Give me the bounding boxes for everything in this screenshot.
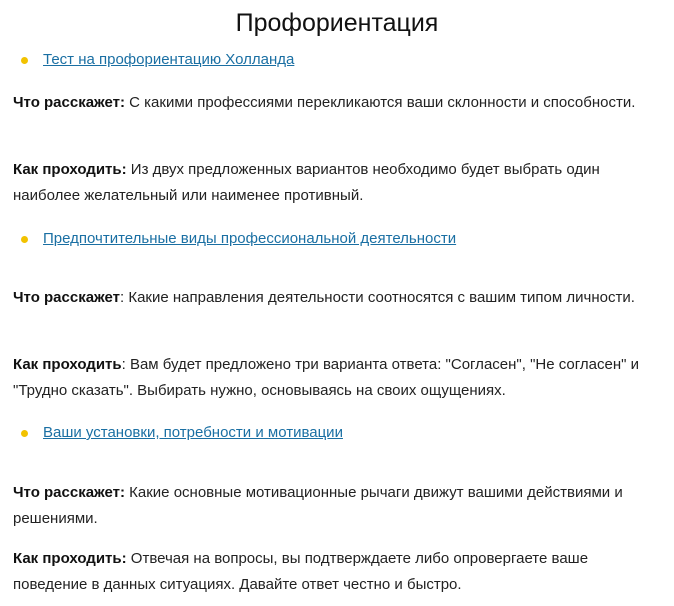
activities-how-paragraph: [13, 352, 663, 404]
motivation-tells-paragraph: [13, 480, 663, 532]
tells-text: Какие основные мотивационные рычаги движут вашими действиями и решениями.: [13, 484, 623, 527]
how-text: : Вам будет предложено три варианта ответа: "Согласен", "Не согласен" и "Трудно сказать". Выбирать нужно, основываясь на своих ощущениях.: [13, 356, 639, 399]
activities-tells-paragraph: [13, 285, 663, 311]
tells-text: : Какие направления деятельности соотносятся с вашим типом личности.: [120, 289, 635, 306]
page-title: Профориентация: [235, 9, 439, 37]
bullet-icon: [21, 430, 28, 437]
tells-label: Что расскажет:: [13, 94, 125, 111]
tells-label: Что расскажет: [13, 289, 120, 306]
tells-label: Что расскажет:: [13, 484, 125, 501]
how-text: Из двух предложенных вариантов необходимо будет выбрать один наиболее желательный или наименее противный.: [13, 161, 600, 204]
test-link-row-preferred-activities: [21, 229, 456, 249]
bullet-icon: [21, 57, 28, 64]
test-link-row-holland: [21, 50, 294, 70]
holland-tells-paragraph: [13, 90, 663, 116]
how-label: Как проходить:: [13, 161, 127, 178]
holland-how-paragraph: [13, 157, 663, 209]
tells-text: С какими профессиями перекликаются ваши склонности и способности.: [129, 94, 636, 111]
bullet-icon: [21, 236, 28, 243]
how-label: Как проходить:: [13, 550, 127, 567]
how-text: Отвечая на вопросы, вы подтверждаете либо опровергаете ваше поведение в данных ситуациях. Давайте ответ честно и быстро.: [13, 550, 589, 593]
link-motivation[interactable]: Ваши установки, потребности и мотивации: [43, 424, 343, 441]
test-link-row-motivation: [21, 423, 343, 443]
motivation-how-paragraph: [13, 546, 663, 598]
link-preferred-activities[interactable]: Предпочтительные виды профессиональной деятельности: [43, 230, 457, 247]
how-label: Как проходить: [13, 356, 122, 373]
link-holland-test[interactable]: Тест на профориентацию Холланда: [43, 51, 295, 68]
